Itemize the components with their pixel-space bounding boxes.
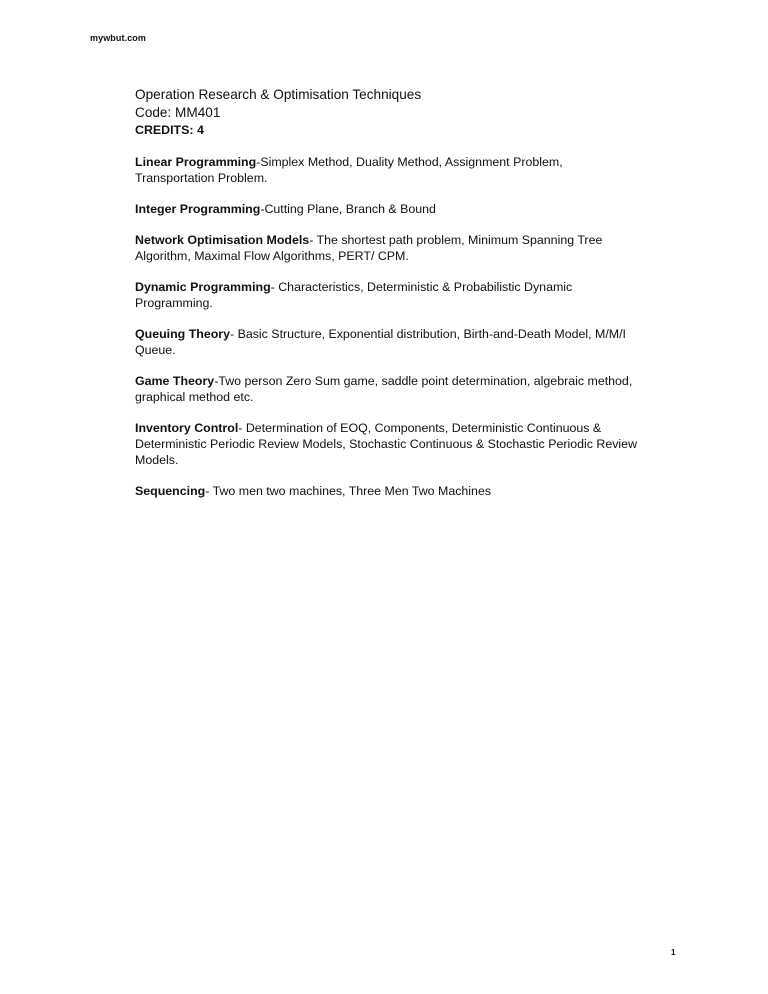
course-credits: CREDITS: 4 (135, 123, 204, 137)
topic-term: Queuing Theory (135, 327, 230, 341)
topic-term: Game Theory (135, 374, 215, 388)
topic-term: Linear Programming (135, 155, 257, 169)
course-code: Code: MM401 (135, 105, 221, 120)
topic-queuing-theory (135, 326, 645, 358)
topic-description: - Basic Structure, Exponential distribution, Birth-and-Death Model, M/M/I Queue. (135, 327, 626, 357)
topic-term: Network Optimisation Models (135, 233, 310, 247)
page-number: 1 (671, 948, 676, 957)
topic-term: Inventory Control (135, 421, 239, 435)
topic-network-optimisation (135, 232, 645, 264)
topic-integer-programming (135, 201, 645, 217)
topic-description: -Simplex Method, Duality Method, Assignment Problem, Transportation Problem. (135, 155, 563, 185)
course-title: Operation Research & Optimisation Techniques (135, 87, 422, 102)
topic-term: Dynamic Programming (135, 280, 271, 294)
topic-sequencing (135, 483, 645, 499)
topic-description: - Characteristics, Deterministic & Probabilistic Dynamic Programming. (135, 280, 573, 310)
topic-inventory-control (135, 420, 645, 468)
topic-game-theory (135, 373, 645, 405)
topic-linear-programming (135, 154, 645, 186)
topic-description: - The shortest path problem, Minimum Spanning Tree Algorithm, Maximal Flow Algorithms, PERT/ CPM. (135, 233, 603, 263)
topic-description: -Cutting Plane, Branch & Bound (260, 202, 436, 216)
topic-dynamic-programming (135, 279, 645, 311)
topic-term: Integer Programming (135, 202, 261, 216)
site-header: mywbut.com (90, 33, 147, 43)
topic-term: Sequencing (135, 484, 206, 498)
topic-description: - Two men two machines, Three Men Two Machines (205, 484, 492, 498)
syllabus-content (135, 86, 645, 499)
topic-description: - Determination of EOQ, Components, Deterministic Continuous & Deterministic Periodic Review Models, Stochastic Continuous & Stochastic Periodic Review Models. (135, 421, 638, 467)
topic-description: -Two person Zero Sum game, saddle point determination, algebraic method, graphical method etc. (135, 374, 633, 404)
